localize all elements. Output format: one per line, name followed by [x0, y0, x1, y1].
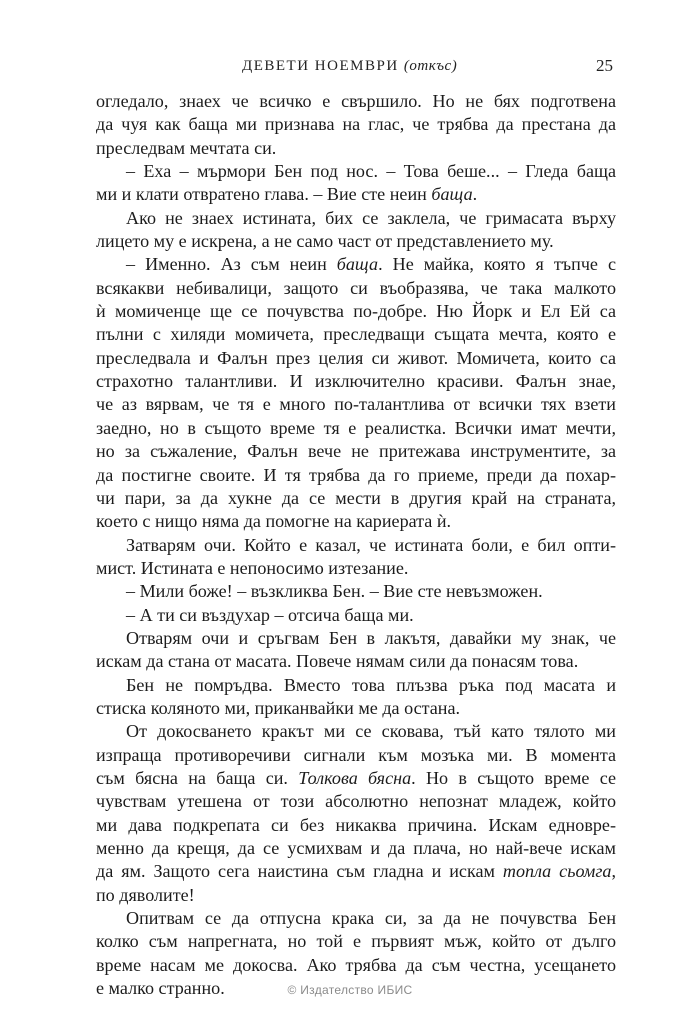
line-text: Затварям очи. Който е казал, че истината боли, е бил опти-: [126, 534, 616, 555]
line-text: . Но в същото време се: [411, 767, 616, 788]
line-text: ѝ момиченце ще се почувства по-добре. Ню Йорк и Ел Ей са: [96, 301, 616, 322]
text-line: [96, 323, 616, 346]
line-text: преследвам мечтата си.: [96, 137, 277, 158]
line-text: заедно, но в същото време тя е реалистка. Всички имат мечти,: [96, 417, 616, 438]
line-text: всякакви небивалици, защото си въобразява, че така малкото: [96, 277, 616, 298]
text-line: [96, 650, 616, 673]
line-text: да ям. Защото сега наистина съм гладна и искам: [96, 861, 503, 882]
line-text: – Еха – мърмори Бен под нос. – Това беше... – Гледа баща: [126, 161, 616, 182]
running-subtitle: (откъс): [403, 58, 458, 74]
line-text: пълни с хиляди момичета, преследващи същата мечта, която е: [96, 324, 616, 345]
text-line: [96, 510, 616, 533]
text-line: [96, 557, 616, 580]
publisher-footer: © Издателство ИБИС: [287, 983, 413, 997]
line-text: – Именно. Аз съм неин: [126, 254, 337, 275]
line-text: да чуя как баща ми признава на глас, че трябва да престана да: [96, 114, 616, 135]
text-line: [96, 370, 616, 393]
line-text: .: [472, 184, 478, 205]
line-text: От докосването кракът ми се сковава, тъй като тялото ми: [126, 721, 616, 742]
running-title: ДЕВЕТИ НОЕМВРИ: [242, 58, 399, 74]
line-text: страхотно талантливи. И изключително красиви. Фалън знае,: [96, 371, 616, 392]
text-line: [96, 954, 616, 977]
line-text: ,: [611, 861, 616, 882]
line-text: искам да стана от масата. Повече нямам сили да понасям това.: [96, 651, 579, 672]
line-text: ми и клати отвратено глава. – Вие сте неин: [96, 184, 432, 205]
emphasis-text: баща: [336, 254, 379, 275]
text-line: [96, 790, 616, 813]
line-text: – Мили боже! – възкликва Бен. – Вие сте невъзможен.: [126, 581, 543, 602]
text-line: [96, 277, 616, 300]
text-line: [96, 884, 616, 907]
page-number: 25: [596, 56, 613, 75]
text-line: [96, 230, 616, 253]
text-line: [96, 160, 616, 183]
text-line: [96, 464, 616, 487]
line-text: колко съм напрегната, но той е първият мъж, който от дълго: [96, 931, 616, 952]
line-text: ми дава подкрепата си без никаква причина. Искам едновре-: [96, 814, 616, 835]
text-line: [96, 300, 616, 323]
line-text: преследвала и Фалън през целия си живот. Момичета, които са: [96, 347, 616, 368]
line-text: Опитвам се да отпусна крака си, за да не почувства Бен: [126, 908, 616, 929]
line-text: по дяволите!: [96, 884, 195, 905]
text-line: [96, 814, 616, 837]
text-line: [96, 674, 616, 697]
text-line: [96, 417, 616, 440]
text-line: [96, 207, 616, 230]
text-line: [96, 604, 616, 627]
text-line: [96, 744, 616, 767]
line-text: стиска коляното ми, приканвайки ме да остана.: [96, 697, 461, 718]
text-line: [96, 697, 616, 720]
text-line: [96, 930, 616, 953]
text-line: [96, 440, 616, 463]
line-text: да постигне своите. И тя трябва да го приеме, преди да похар-: [96, 464, 616, 485]
line-text: лицето му е искрена, а не само част от представлението му.: [96, 231, 554, 252]
text-line: [96, 580, 616, 603]
line-text: Бен не помръдва. Вместо това плъзва ръка под масата и: [126, 674, 616, 695]
line-text: чувствам утешена от този абсолютно непознат младеж, който: [96, 791, 616, 812]
text-line: [96, 347, 616, 370]
line-text: Ако не знаех истината, бих се заклела, че гримасата върху: [126, 207, 616, 228]
text-line: [96, 183, 616, 206]
text-line: [96, 907, 616, 930]
text-line: [96, 860, 616, 883]
line-text: мист. Истината е непоносимо изтезание.: [96, 557, 409, 578]
text-line: [96, 767, 616, 790]
line-text: време насам ме докосва. Ако трябва да съм честна, усещането: [96, 954, 616, 975]
text-line: [96, 627, 616, 650]
text-line: [96, 393, 616, 416]
text-line: [96, 487, 616, 510]
text-line: [96, 90, 616, 113]
line-text: менно да крещя, да се усмихвам и да плача, но най-вече искам: [96, 838, 616, 858]
line-text: огледало, знаех че всичко е свършило. Но не бях подготвена: [96, 91, 616, 111]
line-text: е малко странно.: [96, 978, 225, 999]
line-text: но за съжаление, Фалън вече не притежава инструментите, за: [96, 441, 616, 462]
line-text: че аз вярвам, че тя е много по-талантлива от всички тях взети: [96, 394, 616, 415]
emphasis-text: баща: [431, 184, 473, 205]
text-line: [96, 253, 616, 276]
line-text: чи пари, за да хукне да се мести в другия край на страната,: [96, 487, 616, 508]
line-text: . Не майка, която я тъпче с: [378, 254, 616, 275]
running-header: [242, 58, 457, 75]
text-line: [96, 837, 616, 860]
text-line: [96, 720, 616, 743]
text-line: [96, 137, 616, 160]
line-text: което с нищо няма да помогне на кариерата ѝ.: [96, 511, 452, 532]
text-line: [96, 534, 616, 557]
text-line: [96, 113, 616, 136]
emphasis-text: топла сьомга: [502, 861, 612, 882]
emphasis-text: Толкова бясна: [298, 767, 412, 788]
line-text: – А ти си въздухар – отсича баща ми.: [126, 604, 414, 625]
line-text: Отварям очи и сръгвам Бен в лакътя, давайки му знак, че: [126, 627, 616, 648]
body-text: [96, 90, 616, 1000]
line-text: съм бясна на баща си.: [96, 767, 299, 788]
line-text: изпраща противоречиви сигнали към мозъка ми. В момента: [96, 744, 616, 765]
